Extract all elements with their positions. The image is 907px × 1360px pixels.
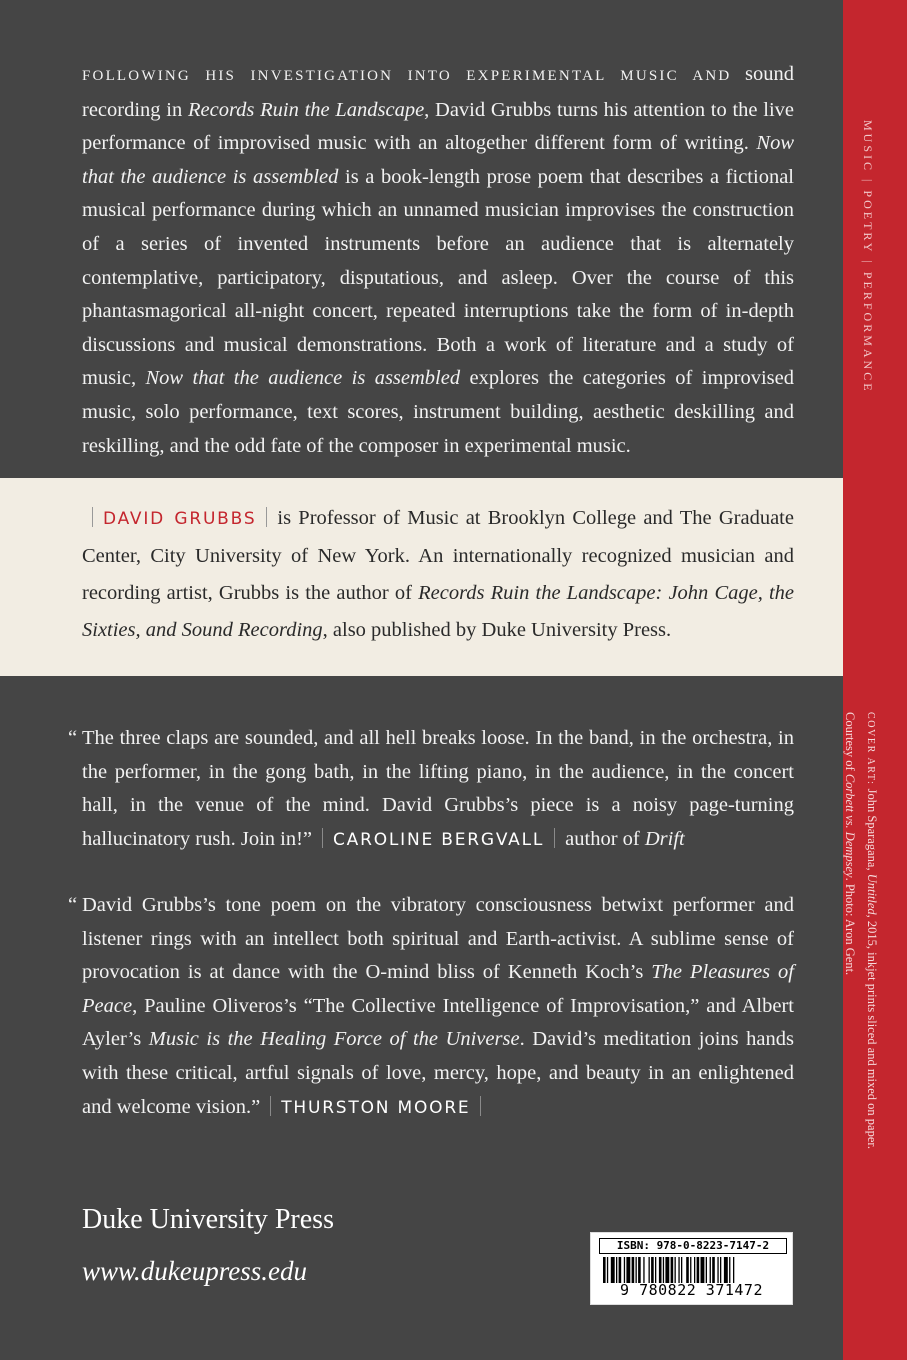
category-sep: | xyxy=(861,260,875,266)
quote-affiliation: author of xyxy=(565,827,645,850)
open-quote: “ xyxy=(68,894,78,916)
barcode-stripe xyxy=(671,1257,674,1283)
ean-digits: 9 780822 371472 xyxy=(620,1281,763,1299)
credit-text: , 2015, inkjet prints sliced and mixed on paper. xyxy=(865,914,879,1150)
quote-text: David Grubbs’s tone poem on the vibratory consciousness betwixt performer and listener rings with an intellect both spiritual and Earth-activist. A sublime sense of provocation is at dance with the O-mind bliss of Kenneth Koch’s xyxy=(82,894,794,984)
description-lead: FOLLOWING HIS INVESTIGATION INTO EXPERIMENTAL MUSIC AND xyxy=(82,68,732,84)
description-text: explores the categories of improvised music, solo performance, text scores, instrument building, aesthetic deskilling and reskilling, and the odd fate of the composer in experimental music. xyxy=(82,367,795,457)
barcode-stripe xyxy=(659,1257,662,1283)
barcode-stripe xyxy=(675,1257,676,1283)
barcode-stripe xyxy=(603,1257,606,1283)
barcode-stripe xyxy=(607,1257,608,1283)
barcode-stripe xyxy=(611,1257,615,1283)
author-bio xyxy=(82,500,794,649)
quote-book-title: Music is the Healing Force of the Universe xyxy=(148,1028,520,1051)
barcode-stripe xyxy=(720,1257,721,1283)
endorsement-moore xyxy=(68,889,794,1125)
author-name: DAVID GRUBBS xyxy=(103,509,257,529)
barcode-stripe xyxy=(651,1257,654,1283)
credit-gallery: Corbett vs. Dempsey xyxy=(843,773,857,878)
barcode-stripe xyxy=(681,1257,682,1283)
open-quote: “ xyxy=(68,727,78,749)
description-text: , David Grubbs turns his attention to the live performance of improvised music with an altogether different form of writing. xyxy=(82,98,794,155)
bio-book-title: Records Ruin the Landscape: John Cage, the Sixties, and Sound Recording xyxy=(82,582,795,641)
barcode-stripe xyxy=(717,1257,718,1283)
barcode-stripe xyxy=(655,1257,656,1283)
barcode-stripe xyxy=(663,1257,664,1283)
barcode-stripe xyxy=(690,1257,691,1283)
description-text: is a book-length prose poem that describes a fictional musical performance during which an unnamed musician improvises the construction of a series of invented instruments before an audience that is alternately contemplative, participatory, disputatious, and asleep. Over the course of this phantasmagorical all-night concert, repeated interruptions take the form of in-depth discussions and musical demonstrations. Both a work of literature and a study of music, xyxy=(82,165,794,390)
quote-author: THURSTON MOORE xyxy=(281,1097,471,1118)
cover-art-credit xyxy=(840,712,882,1149)
divider xyxy=(266,507,267,527)
category-sep: | xyxy=(861,179,875,185)
spine-strip xyxy=(843,0,907,1360)
barcode-stripe xyxy=(733,1257,734,1283)
endorsement-bergvall xyxy=(68,722,794,857)
barcode-stripe xyxy=(686,1257,689,1283)
credit-text: . Photo: Aron Gent. xyxy=(843,877,857,976)
category-music: MUSIC xyxy=(861,120,875,174)
book-title: Now that the audience is assembled xyxy=(145,367,461,390)
barcode-stripe xyxy=(697,1257,700,1283)
publisher-url[interactable]: www.dukeupress.edu xyxy=(82,1256,307,1286)
publisher-name: Duke University Press xyxy=(82,1204,334,1235)
category-performance: PERFORMANCE xyxy=(861,271,875,394)
isbn-label: ISBN: 978-0-8223-7147-2 xyxy=(599,1238,787,1254)
quote-text: , Pauline Oliveros’s “The Collective Intelligence of Improvisation,” and Albert Ayler’s xyxy=(82,994,794,1051)
barcode-stripe xyxy=(643,1257,644,1283)
divider xyxy=(92,507,93,527)
barcode xyxy=(590,1232,793,1305)
category-poetry: POETRY xyxy=(861,190,875,255)
barcode-stripe xyxy=(636,1257,637,1283)
book-description xyxy=(82,58,794,463)
barcode-stripe xyxy=(624,1257,625,1283)
barcode-stripe xyxy=(626,1257,630,1283)
barcode-stripe xyxy=(706,1257,707,1283)
bio-text: is Professor of Music at Brooklyn College and The Graduate Center, City University of New York. An internationally recognized musician and recording artist, Grubbs is the author of xyxy=(82,507,794,604)
quote-book-title: The Pleasures of Peace xyxy=(82,961,794,1017)
barcode-stripe xyxy=(678,1257,679,1283)
divider xyxy=(270,1096,271,1116)
book-title-records: Records Ruin the Landscape xyxy=(187,98,425,121)
barcode-stripe xyxy=(665,1257,669,1283)
quote-text: . David’s meditation joins hands with these critical, artful signals of love, mercy, hope, and beauty in an enlightened and welcome vision.” xyxy=(82,1028,794,1118)
barcode-bars xyxy=(603,1257,780,1283)
category-labels xyxy=(860,120,875,394)
barcode-stripe xyxy=(619,1257,622,1283)
credit-work: Untitled xyxy=(865,873,879,915)
description-text: sound recording in xyxy=(82,63,794,121)
barcode-stripe xyxy=(649,1257,650,1283)
bio-text: , also published by Duke University Press. xyxy=(322,619,672,641)
book-title: Now that the audience is assembled xyxy=(82,132,794,188)
divider xyxy=(554,828,555,848)
barcode-stripe xyxy=(694,1257,695,1283)
quote-affiliation-book: Drift xyxy=(644,827,685,850)
barcode-stripe xyxy=(638,1257,641,1283)
barcode-stripe xyxy=(712,1257,715,1283)
divider xyxy=(480,1096,481,1116)
barcode-stripe xyxy=(724,1257,728,1283)
credit-line-2 xyxy=(840,712,860,1149)
credit-line-1 xyxy=(860,712,882,1149)
barcode-stripe xyxy=(616,1257,617,1283)
quote-text: The three claps are sounded, and all hell breaks loose. In the band, in the orchestra, in the performer, in the gong bath, in the lifting piano, in the audience, in the concert hall, in the venue of the mind. David Grubbs’s piece is a noisy page-turning hallucinatory rush. Join in!” xyxy=(82,727,794,850)
credit-artist: John Sparagana, xyxy=(865,785,879,874)
credit-text: Courtesy of xyxy=(843,712,857,774)
barcode-stripe xyxy=(701,1257,705,1283)
divider xyxy=(322,828,323,848)
barcode-stripe xyxy=(632,1257,635,1283)
quote-author: CAROLINE BERGVALL xyxy=(333,829,545,850)
barcode-stripe xyxy=(710,1257,711,1283)
credit-label: COVER ART: xyxy=(865,712,876,786)
barcode-stripe xyxy=(729,1257,730,1283)
